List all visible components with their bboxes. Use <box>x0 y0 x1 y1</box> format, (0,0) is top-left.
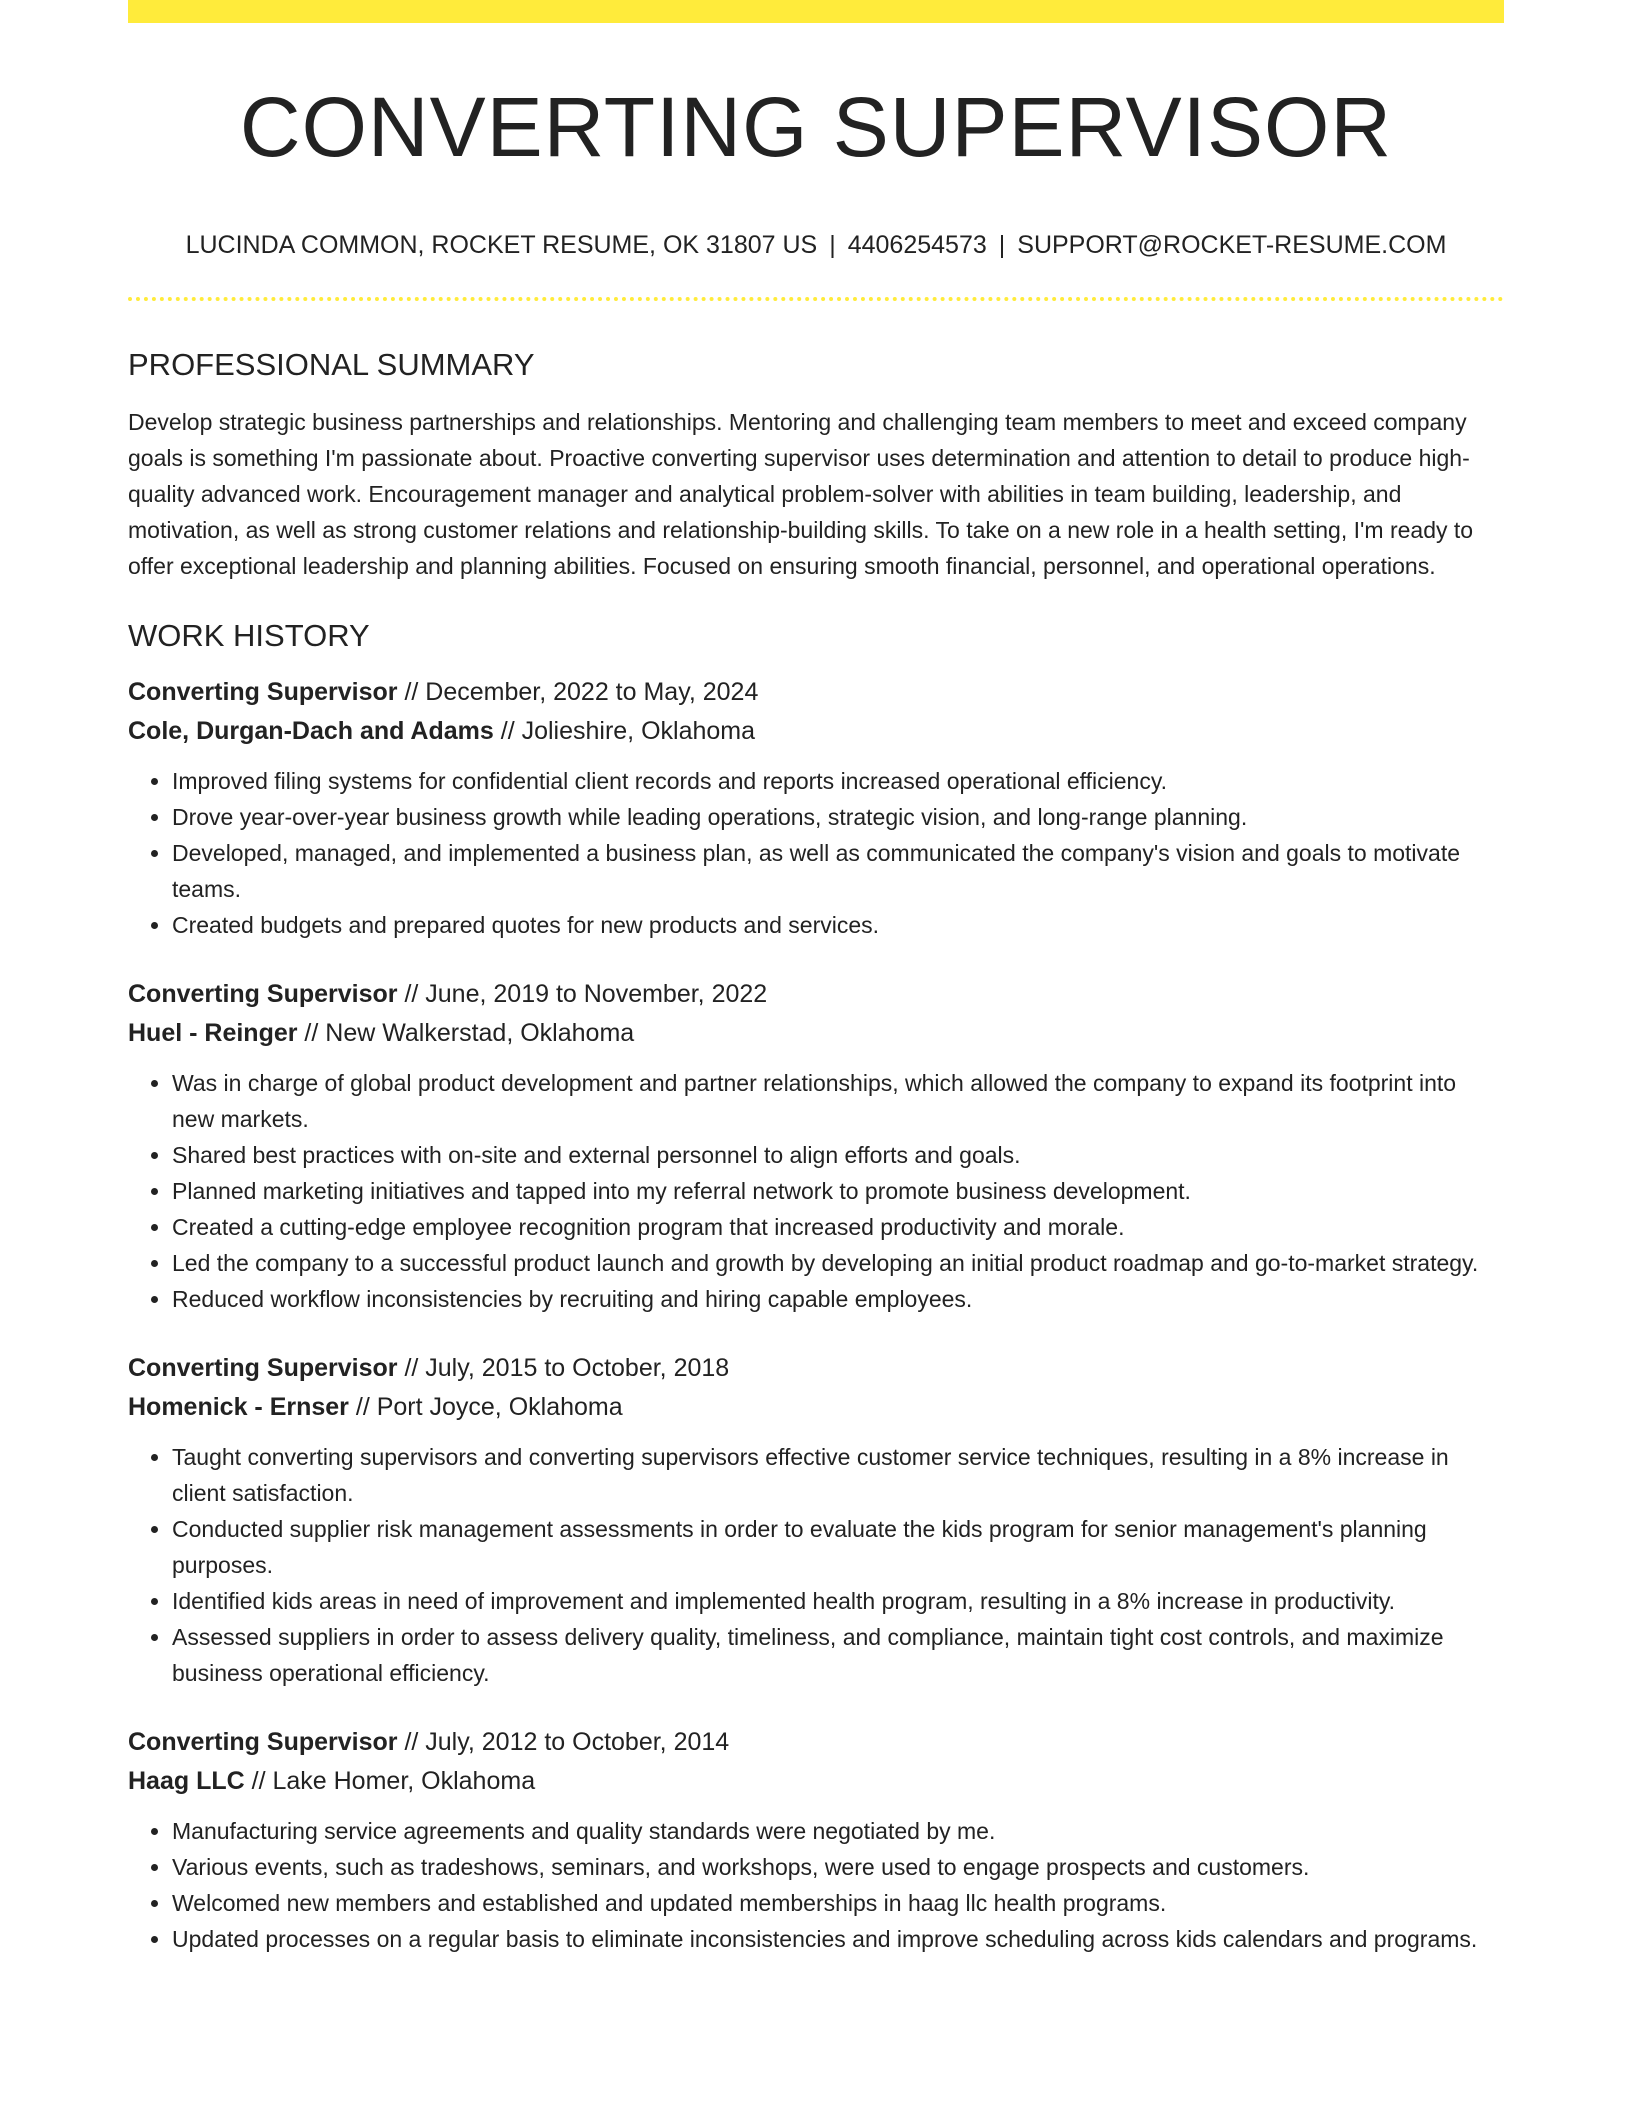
job-bullet: • Identified kids areas in need of improvement and implemented health program, resulting in a 8% increase in productivity. <box>172 1583 1504 1619</box>
contact-address: LUCINDA COMMON, ROCKET RESUME, OK 31807 US <box>185 231 818 259</box>
job-title: Converting Supervisor <box>128 678 398 706</box>
job-company: Cole, Durgan-Dach and Adams <box>128 717 494 745</box>
job-title: Converting Supervisor <box>128 980 398 1008</box>
contact-email[interactable]: SUPPORT@ROCKET-RESUME.COM <box>1017 231 1447 259</box>
job-bullet: • Taught converting supervisors and converting supervisors effective customer service techniques, resulting in a 8% increase in client satisfaction. <box>172 1439 1504 1511</box>
job-title-line <box>128 673 1504 712</box>
job-bullet: • Improved filing systems for confidential client records and reports increased operational efficiency. <box>172 763 1504 799</box>
dotted-divider <box>128 297 1504 301</box>
job-company-line <box>128 1762 1504 1801</box>
job-bullets <box>128 1439 1504 1691</box>
job-bullet: • Reduced workflow inconsistencies by recruiting and hiring capable employees. <box>172 1281 1504 1317</box>
resume-title: CONVERTING SUPERVISOR <box>239 80 1393 174</box>
job-bullets <box>128 1813 1504 1957</box>
job-title-line <box>128 1723 1504 1762</box>
job-bullet: • Led the company to a successful product launch and growth by developing an initial product roadmap and go-to-market strategy. <box>172 1245 1504 1281</box>
job-dates: // July, 2012 to October, 2014 <box>397 1728 730 1756</box>
job-bullet: • Welcomed new members and established and updated memberships in haag llc health programs. <box>172 1885 1504 1921</box>
contact-line <box>128 233 1504 258</box>
resume-page <box>128 0 1504 1957</box>
job-title: Converting Supervisor <box>128 1728 398 1756</box>
job-title: Converting Supervisor <box>128 1354 398 1382</box>
job-dates: // June, 2019 to November, 2022 <box>397 980 768 1008</box>
job-bullets <box>128 1065 1504 1317</box>
accent-top-bar <box>128 0 1504 23</box>
contact-separator: | <box>829 231 836 259</box>
job-bullet: • Various events, such as tradeshows, seminars, and workshops, were used to engage prospects and customers. <box>172 1849 1504 1885</box>
contact-phone: 4406254573 <box>847 231 987 259</box>
job-title-line <box>128 1349 1504 1388</box>
professional-summary-heading: PROFESSIONAL SUMMARY <box>128 347 535 382</box>
job-bullet: • Updated processes on a regular basis to eliminate inconsistencies and improve scheduling across kids calendars and programs. <box>172 1921 1504 1957</box>
job-dates: // December, 2022 to May, 2024 <box>397 678 759 706</box>
job-bullet: • Planned marketing initiatives and tapped into my referral network to promote business development. <box>172 1173 1504 1209</box>
job-bullet: • Manufacturing service agreements and quality standards were negotiated by me. <box>172 1813 1504 1849</box>
professional-summary-text: Develop strategic business partnerships and relationships. Mentoring and challenging team members to meet and exceed company goals is something I'm passionate about. Proactive converting supervisor uses determination and attention to detail to produce high-quality advanced work. Encouragement manager and analytical problem-solver with abilities in team building, leadership, and motivation, as well as strong customer relations and relationship-building skills. To take on a new role in a health setting, I'm ready to offer exceptional leadership and planning abilities. Focused on ensuring smooth financial, personnel, and operational operations. <box>128 409 1474 579</box>
job-bullet: • Shared best practices with on-site and external personnel to align efforts and goals. <box>172 1137 1504 1173</box>
job-location: // Jolieshire, Oklahoma <box>493 717 756 745</box>
job-location: // New Walkerstad, Oklahoma <box>297 1019 635 1047</box>
job-location: // Lake Homer, Oklahoma <box>244 1767 536 1795</box>
job-bullet: • Created a cutting-edge employee recognition program that increased productivity and morale. <box>172 1209 1504 1245</box>
job-bullet: • Assessed suppliers in order to assess delivery quality, timeliness, and compliance, maintain tight cost controls, and maximize business operational efficiency. <box>172 1619 1504 1691</box>
work-history-heading: WORK HISTORY <box>128 618 370 653</box>
job-entry <box>128 1723 1504 1957</box>
job-location: // Port Joyce, Oklahoma <box>348 1393 623 1421</box>
job-bullet: • Conducted supplier risk management assessments in order to evaluate the kids program for senior management's planning purposes. <box>172 1511 1504 1583</box>
job-bullets <box>128 763 1504 943</box>
job-company-line <box>128 1014 1504 1053</box>
job-bullet: • Developed, managed, and implemented a business plan, as well as communicated the company's vision and goals to motivate teams. <box>172 835 1504 907</box>
job-bullet: • Drove year-over-year business growth while leading operations, strategic vision, and long-range planning. <box>172 799 1504 835</box>
job-company-line <box>128 1388 1504 1427</box>
job-entry <box>128 975 1504 1317</box>
job-bullet: • Was in charge of global product development and partner relationships, which allowed the company to expand its footprint into new markets. <box>172 1065 1504 1137</box>
job-company: Haag LLC <box>128 1767 245 1795</box>
job-entry <box>128 673 1504 943</box>
job-dates: // July, 2015 to October, 2018 <box>397 1354 730 1382</box>
job-company: Homenick - Ernser <box>128 1393 349 1421</box>
job-company: Huel - Reinger <box>128 1019 298 1047</box>
job-entry <box>128 1349 1504 1691</box>
job-company-line <box>128 712 1504 751</box>
contact-separator: | <box>998 231 1006 259</box>
job-title-line <box>128 975 1504 1014</box>
job-bullet: • Created budgets and prepared quotes for new products and services. <box>172 907 1504 943</box>
